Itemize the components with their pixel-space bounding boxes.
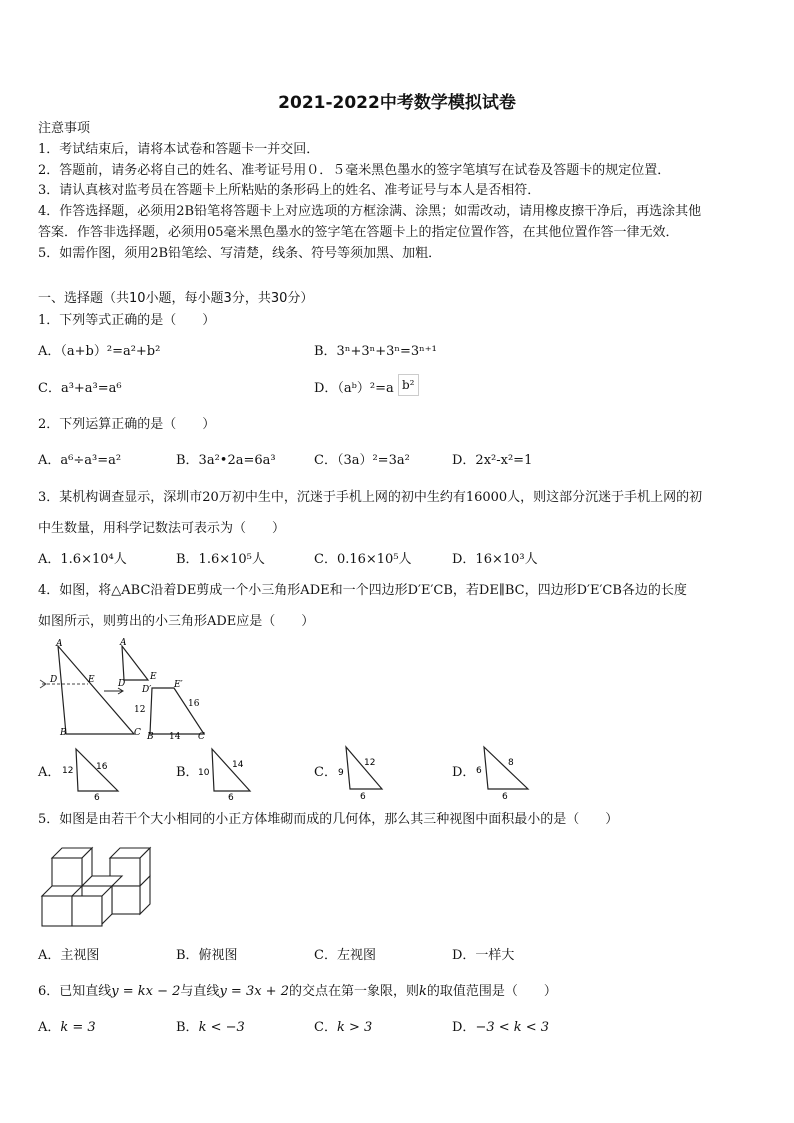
q2-option-d: D．2x²-x²=1 — [452, 453, 533, 468]
q2-option-a: A．a⁶÷a³=a² — [38, 453, 122, 468]
q1-option-d-image: b² — [398, 374, 419, 396]
q2-stem: 2．下列运算正确的是（ ） — [38, 417, 216, 432]
q5-option-a: A．主视图 — [38, 948, 100, 963]
fig-label-e: E — [88, 675, 95, 685]
fig-label-b: B — [60, 728, 67, 738]
exam-title: 2021-2022中考数学模拟试卷 — [278, 93, 516, 113]
fig-label-d: D — [50, 675, 58, 685]
fig-side-12: 12 — [134, 705, 146, 715]
q6-b-value: k < −3 — [198, 1020, 245, 1035]
fig-label-a2: A — [120, 638, 127, 648]
q4-option-b-label: B． — [176, 765, 199, 780]
q3-stem-line2: 中生数量，用科学记数法可表示为（ ） — [38, 521, 286, 536]
q6-line2: y = 3x + 2 — [219, 984, 289, 999]
q4-option-a-triangle — [56, 745, 126, 801]
q5-stem: 5．如图是由若干个大小相同的小正方体堆砌而成的几何体，那么其三种视图中面积最小的是（ ） — [38, 812, 619, 827]
q6-a-label: A． — [38, 1020, 61, 1035]
q4-b-base: 6 — [228, 793, 234, 801]
q3-option-a: A．1.6×10⁴人 — [38, 552, 127, 567]
q6-stem — [38, 984, 557, 1000]
q6-d-label: D． — [452, 1020, 476, 1035]
q4-option-d-label: D． — [452, 765, 476, 780]
notice-item: 3．请认真核对监考员在答题卡上所粘贴的条形码上的姓名、准考证号与本人是否相符． — [38, 183, 541, 198]
q3-stem-line1: 3．某机构调查显示，深圳市20万初中生中，沉迷于手机上网的初中生约有16000人，则这部分沉迷于手机上网的初 — [38, 490, 703, 505]
q6-line1: y = kx − 2 — [111, 984, 181, 999]
q2-option-b: B．3a²•2a=6a³ — [176, 453, 276, 468]
q4-d-base: 6 — [502, 792, 508, 801]
fig-side-14: 14 — [169, 732, 181, 742]
q4-a-right: 16 — [96, 762, 108, 772]
q3-option-d: D．16×10³人 — [452, 552, 538, 567]
notice-heading: 注意事项 — [38, 121, 91, 136]
notice-item: 1．考试结束后，请将本试卷和答题卡一并交回． — [38, 142, 320, 157]
q4-c-left: 9 — [338, 768, 344, 778]
q6-b-label: B． — [176, 1020, 199, 1035]
q4-a-left: 12 — [62, 766, 74, 776]
q4-d-right: 8 — [508, 758, 514, 768]
q4-stem-line1: 4．如图，将△ABC沿着DE剪成一个小三角形ADE和一个四边形D′E′CB，若DE∥BC，四边形D′E′CB各边的长度 — [38, 583, 687, 598]
notice-item: 2．答题前，请务必将自己的姓名、准考证号用０．５毫米黑色墨水的签字笔填写在试卷及答题卡的规定位置． — [38, 163, 671, 178]
q1-stem: 1．下列等式正确的是（ ） — [38, 313, 216, 328]
fig-label-e2: E — [150, 672, 157, 682]
q4-b-left: 10 — [198, 768, 210, 778]
q6-option-b — [176, 1020, 245, 1036]
q6-c-label: C． — [314, 1020, 337, 1035]
fig-label-a: A — [56, 639, 63, 649]
q6-stem-post: 的交点在第一象限，则 — [288, 984, 419, 999]
q4-option-b-triangle — [194, 745, 264, 801]
q6-option-d — [452, 1020, 549, 1036]
fig-label-c: C — [134, 728, 141, 738]
fig-label-dp: D′ — [142, 685, 152, 695]
fig-side-16: 16 — [188, 699, 200, 709]
q6-stem-mid: 与直线 — [180, 984, 220, 999]
fig-label-ep: E′ — [174, 680, 183, 690]
q6-option-c — [314, 1020, 372, 1036]
q3-option-b: B．1.6×10⁵人 — [176, 552, 265, 567]
q5-option-d: D．一样大 — [452, 948, 515, 963]
q6-d-value: −3 < k < 3 — [475, 1020, 550, 1035]
q4-b-right: 14 — [232, 760, 244, 770]
q1-option-c: C．a³+a³=a⁶ — [38, 381, 122, 396]
fig-label-b2: B — [147, 732, 154, 742]
q6-stem-pre: 6．已知直线 — [38, 984, 112, 999]
q5-option-b: B．俯视图 — [176, 948, 238, 963]
q4-a-base: 6 — [94, 793, 100, 801]
q2-option-c: C．（3a）²=3a² — [314, 453, 410, 468]
q4-d-left: 6 — [476, 766, 482, 776]
q4-option-c-triangle — [332, 745, 402, 801]
q6-c-value: k > 3 — [336, 1020, 373, 1035]
q4-c-base: 6 — [360, 792, 366, 801]
q6-k: k — [419, 984, 427, 999]
notice-item: 5．如需作图，须用2B铅笔绘、写清楚，线条、符号等须加黑、加粗． — [38, 246, 442, 261]
q6-option-a — [38, 1020, 96, 1036]
q4-c-right: 12 — [364, 758, 376, 768]
q1-option-a: A．（a+b）²=a²+b² — [38, 344, 161, 359]
q6-stem-end: 的取值范围是（ ） — [426, 984, 557, 999]
q3-option-c: C．0.16×10⁵人 — [314, 552, 412, 567]
fig-label-d2: D — [118, 679, 126, 689]
q4-option-a-label: A． — [38, 765, 61, 780]
q4-option-d-triangle — [470, 745, 540, 801]
q5-option-c: C．左视图 — [314, 948, 376, 963]
q4-option-c-label: C． — [314, 765, 337, 780]
q4-figure — [36, 636, 216, 742]
q1-option-d: D．（aᵇ）²=a — [314, 381, 394, 396]
fig-label-c2: C — [198, 732, 205, 742]
q4-stem-line2: 如图所示，则剪出的小三角形ADE应是（ ） — [38, 614, 315, 629]
q1-option-b: B．3ⁿ+3ⁿ+3ⁿ=3ⁿ⁺¹ — [314, 344, 437, 359]
notice-item: 答案．作答非选择题，必须用05毫米黑色墨水的签字笔在答题卡上的指定位置作答，在其他位置作答一律无效． — [38, 225, 679, 240]
notice-item: 4．作答选择题，必须用2B铅笔将答题卡上对应选项的方框涂满、涂黑；如需改动，请用橡皮擦干净后，再选涂其他 — [38, 204, 702, 219]
section-heading: 一、选择题（共10小题，每小题3分，共30分） — [38, 291, 314, 306]
q5-cube-figure — [38, 842, 156, 930]
q6-a-value: k = 3 — [60, 1020, 96, 1035]
